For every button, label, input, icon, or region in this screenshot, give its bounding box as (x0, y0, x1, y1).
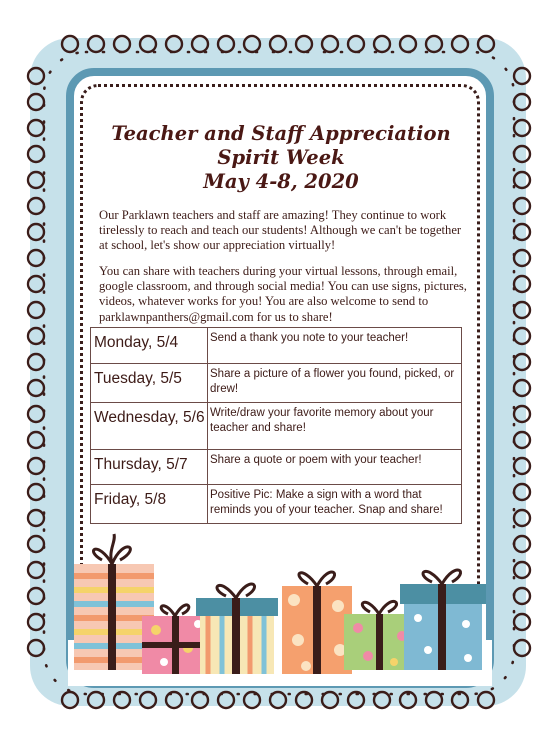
swirl-loop (426, 36, 442, 52)
swirl-loop (28, 354, 44, 370)
gift-box-teal (196, 584, 278, 674)
swirl-loop (452, 36, 468, 52)
swirl-loop (400, 36, 416, 52)
swirl-loop (166, 692, 182, 708)
swirl-loop (322, 692, 338, 708)
intro-paragraph: Our Parklawn teachers and staff are amazing! They continue to work tirelessly to reach and teach our students! Although we can't be together at school, let's show our appreciation virtually! (99, 208, 462, 253)
swirl-loop (140, 36, 156, 52)
table-row (91, 450, 462, 485)
swirl-loop (28, 146, 44, 162)
swirl-loop (514, 562, 530, 578)
swirl-loop (28, 302, 44, 318)
swirl-loop (28, 640, 44, 656)
title-line-2: Spirit Week (217, 146, 345, 169)
swirl-loop (218, 36, 234, 52)
swirl-loop (28, 614, 44, 630)
swirl-loop (478, 692, 494, 708)
day-cell: Thursday, 5/7 (91, 450, 208, 485)
swirl-loop (28, 458, 44, 474)
table-row (91, 328, 462, 364)
swirl-loop (28, 588, 44, 604)
swirl-loop (114, 692, 130, 708)
swirl-loop (244, 692, 260, 708)
swirl-loop (28, 276, 44, 292)
activity-cell: Send a thank you note to your teacher! (208, 328, 462, 364)
swirl-loop (270, 692, 286, 708)
swirl-loop (88, 36, 104, 52)
swirl-loop (514, 172, 530, 188)
swirl-loop (514, 250, 530, 266)
swirl-loop (28, 198, 44, 214)
swirl-loop (514, 614, 530, 630)
swirl-loop (514, 458, 530, 474)
activity-cell: Write/draw your favorite memory about your teacher and share! (208, 403, 462, 450)
swirl-loop (514, 380, 530, 396)
swirl-loop (514, 94, 530, 110)
swirl-loop (28, 484, 44, 500)
swirl-loop (28, 380, 44, 396)
swirl-loop (514, 328, 530, 344)
swirl-loop (514, 484, 530, 500)
swirl-loop (514, 510, 530, 526)
swirl-loop (296, 36, 312, 52)
swirl-loop (514, 536, 530, 552)
swirl-loop (28, 250, 44, 266)
swirl-loop (28, 68, 44, 84)
swirl-loop (28, 432, 44, 448)
swirl-loop (348, 36, 364, 52)
swirl-loop (114, 36, 130, 52)
gift-boxes-illustration (68, 520, 492, 686)
swirl-loop (296, 692, 312, 708)
swirl-loop (28, 536, 44, 552)
swirl-loop (374, 692, 390, 708)
table-row (91, 403, 462, 450)
swirl-loop (514, 146, 530, 162)
day-cell: Friday, 5/8 (91, 485, 208, 524)
swirl-loop (270, 36, 286, 52)
swirl-loop (514, 120, 530, 136)
swirl-loop (28, 172, 44, 188)
swirl-loop (514, 224, 530, 240)
swirl-loop (140, 692, 156, 708)
share-paragraph: You can share with teachers during your virtual lessons, through email, google classroom, and through social media! You can use signs, pictures, videos, whatever works for you! You are also welcome to send to parklawnpanthers@gmail.com for us to share! (99, 264, 467, 324)
swirl-loop (28, 94, 44, 110)
swirl-loop (192, 692, 208, 708)
flyer-title (88, 122, 474, 194)
gift-box-orange (282, 572, 352, 674)
swirl-loop (28, 562, 44, 578)
title-line-3: May 4-8, 2020 (203, 170, 359, 193)
swirl-loop (514, 406, 530, 422)
swirl-loop (28, 120, 44, 136)
title-line-1: Teacher and Staff Appreciation (111, 122, 451, 145)
day-cell: Wednesday, 5/6 (91, 403, 208, 450)
day-cell: Tuesday, 5/5 (91, 364, 208, 403)
schedule-table (90, 327, 462, 524)
day-cell: Monday, 5/4 (91, 328, 208, 364)
swirl-loop (514, 198, 530, 214)
swirl-loop (192, 36, 208, 52)
table-row (91, 485, 462, 524)
swirl-loop (374, 36, 390, 52)
swirl-loop (514, 302, 530, 318)
swirl-loop (514, 276, 530, 292)
activity-cell: Positive Pic: Make a sign with a word that reminds you of your teacher. Snap and share! (208, 485, 462, 524)
swirl-loop (514, 432, 530, 448)
swirl-loop (514, 640, 530, 656)
swirl-loop (28, 406, 44, 422)
swirl-loop (28, 510, 44, 526)
swirl-loop (244, 36, 260, 52)
swirl-loop (88, 692, 104, 708)
activity-cell: Share a picture of a flower you found, picked, or drew! (208, 364, 462, 403)
swirl-loop (478, 36, 494, 52)
activity-cell: Share a quote or poem with your teacher! (208, 450, 462, 485)
swirl-loop (62, 692, 78, 708)
table-row (91, 364, 462, 403)
swirl-loop (28, 224, 44, 240)
swirl-loop (28, 328, 44, 344)
swirl-loop (322, 36, 338, 52)
gift-box-blue (400, 570, 486, 670)
swirl-loop (514, 68, 530, 84)
swirl-loop (166, 36, 182, 52)
swirl-loop (218, 692, 234, 708)
swirl-loop (514, 354, 530, 370)
swirl-loop (426, 692, 442, 708)
swirl-loop (62, 36, 78, 52)
swirl-loop (514, 588, 530, 604)
